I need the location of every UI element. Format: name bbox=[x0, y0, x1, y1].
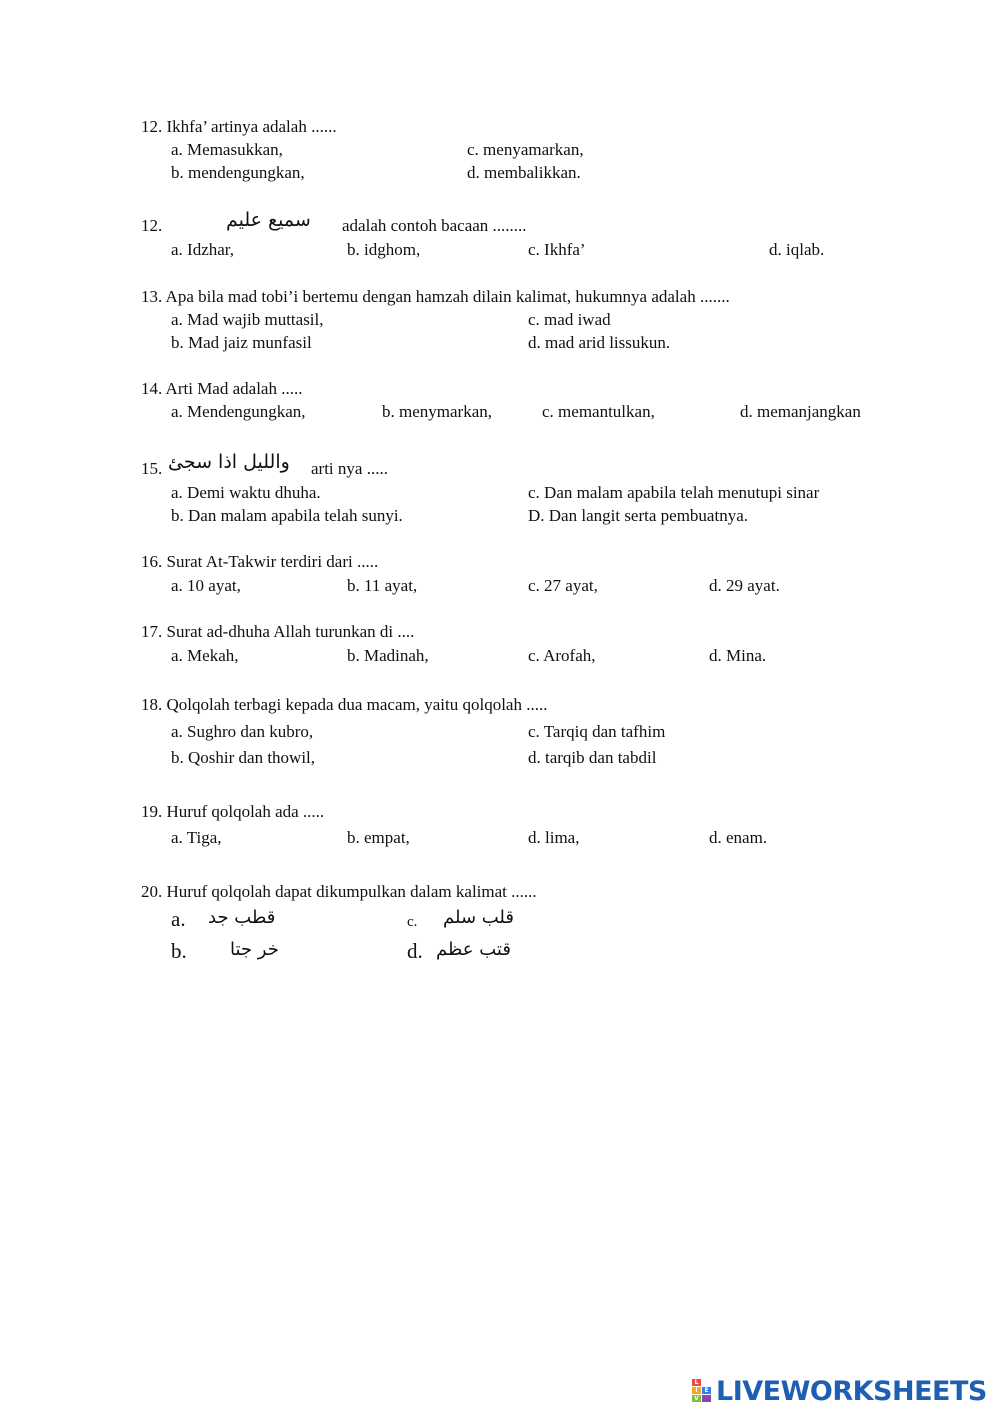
question-12a-option-b[interactable]: b. mendengungkan, bbox=[171, 163, 305, 182]
question-17-option-b[interactable]: b. Madinah, bbox=[347, 646, 429, 665]
question-13-option-a[interactable]: a. Mad wajib muttasil, bbox=[171, 310, 324, 329]
question-15-option-a[interactable]: a. Demi waktu dhuha. bbox=[171, 483, 321, 502]
question-20-option-a-arabic[interactable]: قطب جد bbox=[208, 907, 276, 928]
question-20-option-d-arabic[interactable]: قتب عظم bbox=[436, 939, 511, 960]
question-12b-stem: adalah contoh bacaan ........ bbox=[342, 216, 527, 235]
question-17-stem: 17. Surat ad-dhuha Allah turunkan di .... bbox=[141, 622, 415, 641]
question-15-stem: arti nya ..... bbox=[311, 459, 388, 478]
question-18-option-a[interactable]: a. Sughro dan kubro, bbox=[171, 722, 314, 741]
question-20-stem: 20. Huruf qolqolah dapat dikumpulkan dalam kalimat ...... bbox=[141, 882, 537, 901]
question-20-option-b-arabic[interactable]: خر جتا bbox=[230, 939, 279, 960]
question-14-stem: 14. Arti Mad adalah ..... bbox=[141, 379, 303, 398]
question-12a-option-c[interactable]: c. menyamarkan, bbox=[467, 140, 584, 159]
question-17-option-d[interactable]: d. Mina. bbox=[709, 646, 767, 665]
question-18-option-d[interactable]: d. tarqib dan tabdil bbox=[528, 748, 657, 767]
question-19-option-a[interactable]: a. Tiga, bbox=[171, 828, 222, 847]
question-12b-arabic: سميع عليم bbox=[226, 209, 311, 231]
question-14-option-a[interactable]: a. Mendengungkan, bbox=[171, 402, 306, 421]
question-14-option-d[interactable]: d. memanjangkan bbox=[740, 402, 861, 421]
question-15-option-d[interactable]: D. Dan langit serta pembuatnya. bbox=[528, 506, 748, 525]
liveworksheets-brand-text: LIVEWORKSHEETS bbox=[716, 1375, 987, 1407]
question-17-option-c[interactable]: c. Arofah, bbox=[528, 646, 596, 665]
question-19-option-c[interactable]: d. lima, bbox=[528, 828, 580, 847]
question-19-option-d[interactable]: d. enam. bbox=[709, 828, 768, 847]
question-15-option-b[interactable]: b. Dan malam apabila telah sunyi. bbox=[171, 506, 403, 525]
question-13-option-b[interactable]: b. Mad jaiz munfasil bbox=[171, 333, 312, 352]
question-15-arabic: والليل اذا سجئ bbox=[168, 451, 290, 473]
question-20-option-a-label[interactable]: a. bbox=[171, 907, 186, 931]
question-20-option-d-label[interactable]: d. bbox=[407, 939, 423, 963]
question-12b-number: 12. bbox=[141, 216, 163, 235]
question-13-stem: 13. Apa bila mad tobi’i bertemu dengan hamzah dilain kalimat, hukumnya adalah ....... bbox=[141, 287, 730, 306]
question-14-option-b[interactable]: b. menymarkan, bbox=[382, 402, 492, 421]
question-15-option-c[interactable]: c. Dan malam apabila telah menutupi sinar bbox=[528, 483, 820, 502]
question-16-stem: 16. Surat At-Takwir terdiri dari ..... bbox=[141, 552, 379, 571]
question-16-option-d[interactable]: d. 29 ayat. bbox=[709, 576, 780, 595]
question-20-option-b-label[interactable]: b. bbox=[171, 939, 187, 963]
question-12b-option-a[interactable]: a. Idzhar, bbox=[171, 240, 235, 259]
question-16-option-c[interactable]: c. 27 ayat, bbox=[528, 576, 598, 595]
question-16-option-a[interactable]: a. 10 ayat, bbox=[171, 576, 241, 595]
question-20-option-c-arabic[interactable]: قلب سلم bbox=[443, 907, 514, 928]
question-15-number: 15. bbox=[141, 459, 163, 478]
question-12b-option-c[interactable]: c. Ikhfa’ bbox=[528, 240, 586, 259]
question-13-option-c[interactable]: c. mad iwad bbox=[528, 310, 611, 329]
question-19-option-b[interactable]: b. empat, bbox=[347, 828, 410, 847]
question-12a-option-a[interactable]: a. Memasukkan, bbox=[171, 140, 283, 159]
question-18-option-b[interactable]: b. Qoshir dan thowil, bbox=[171, 748, 316, 767]
question-12b-option-d[interactable]: d. iqlab. bbox=[769, 240, 825, 259]
question-12a-option-d[interactable]: d. membalikkan. bbox=[467, 163, 581, 182]
question-17-option-a[interactable]: a. Mekah, bbox=[171, 646, 239, 665]
liveworksheets-logo-icon: L I V E bbox=[692, 1378, 714, 1404]
question-16-option-b[interactable]: b. 11 ayat, bbox=[347, 576, 418, 595]
question-13-option-d[interactable]: d. mad arid lissukun. bbox=[528, 333, 671, 352]
question-18-option-c[interactable]: c. Tarqiq dan tafhim bbox=[528, 722, 666, 741]
question-18-stem: 18. Qolqolah terbagi kepada dua macam, yaitu qolqolah ..... bbox=[141, 695, 548, 714]
question-12b-option-b[interactable]: b. idghom, bbox=[347, 240, 421, 259]
liveworksheets-logo[interactable] bbox=[692, 1374, 987, 1408]
question-12a-stem: 12. Ikhfa’ artinya adalah ...... bbox=[141, 117, 337, 136]
question-20-option-c-label[interactable]: c. bbox=[407, 914, 418, 930]
question-14-option-c[interactable]: c. memantulkan, bbox=[542, 402, 655, 421]
question-19-stem: 19. Huruf qolqolah ada ..... bbox=[141, 802, 325, 821]
